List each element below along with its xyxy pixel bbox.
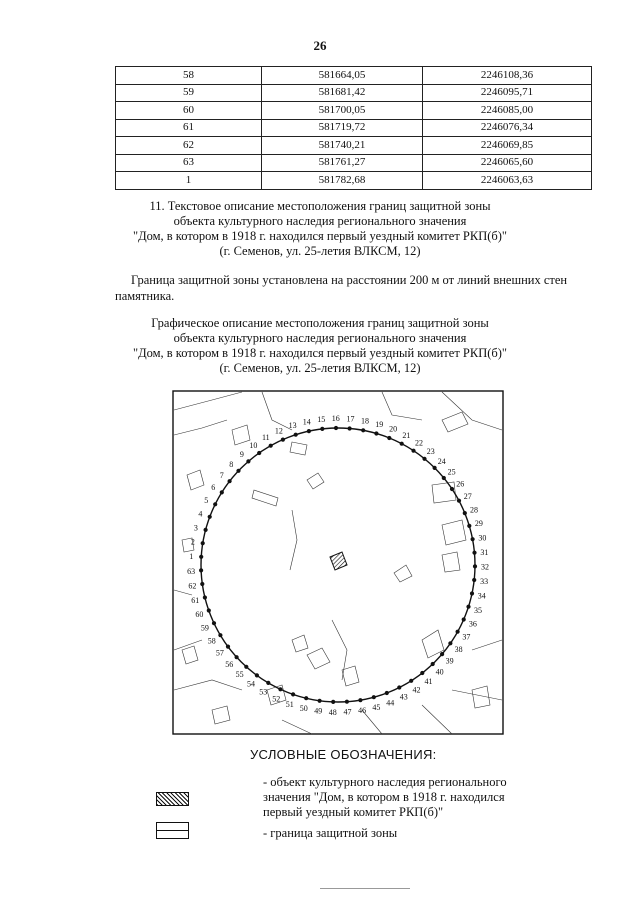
boundary-point	[266, 681, 270, 685]
table-cell: 581740,21	[262, 137, 423, 155]
boundary-point	[473, 564, 477, 568]
boundary-point	[472, 551, 476, 555]
boundary-point-label: 7	[219, 471, 224, 481]
boundary-point	[207, 608, 211, 612]
legend-text-line: первый уездный комитет РКП(б)"	[263, 805, 444, 819]
boundary-point-label: 55	[235, 670, 244, 680]
graphic-heading-line: объекта культурного наследия регионального значения	[173, 331, 467, 345]
boundary-point	[361, 428, 365, 432]
boundary-point	[374, 431, 378, 435]
table-cell: 60	[116, 102, 262, 120]
boundary-point	[318, 699, 322, 703]
boundary-point-label: 10	[249, 440, 258, 450]
boundary-point	[450, 487, 454, 491]
boundary-point	[269, 444, 273, 448]
boundary-point	[291, 692, 295, 696]
boundary-point	[472, 578, 476, 582]
table-cell: 581719,72	[262, 119, 423, 137]
boundary-point	[220, 490, 224, 494]
section-heading-line: объекта культурного наследия регионального значения	[173, 214, 467, 228]
boundary-point	[201, 541, 205, 545]
boundary-point-label: 2	[190, 537, 195, 547]
page-number: 26	[313, 38, 327, 53]
boundary-point	[431, 662, 435, 666]
boundary-point	[281, 438, 285, 442]
boundary-point-label: 11	[261, 433, 270, 442]
graphic-heading-line: "Дом, в котором в 1918 г. находился первый уездный комитет РКП(б)"	[132, 346, 508, 360]
boundary-point-label: 36	[468, 619, 477, 629]
table-row	[116, 172, 592, 190]
boundary-point-label: 24	[437, 456, 446, 466]
boundary-point-label: 48	[328, 707, 337, 717]
boundary-point-label: 52	[272, 694, 281, 704]
table-cell: 2246095,71	[423, 84, 592, 102]
graphic-heading-line: (г. Семенов, ул. 25-летия ВЛКСМ, 12)	[219, 361, 421, 375]
boundary-point-label: 58	[207, 636, 216, 646]
boundary-point-label: 37	[462, 632, 471, 642]
boundary-point	[358, 698, 362, 702]
boundary-point	[470, 591, 474, 595]
table-cell: 581782,68	[262, 172, 423, 190]
table-row	[116, 154, 592, 172]
table-cell: 61	[116, 119, 262, 137]
boundary-point	[387, 436, 391, 440]
boundary-point	[236, 469, 240, 473]
boundary-point	[467, 524, 471, 528]
boundary-point-label: 20	[389, 424, 398, 434]
table-cell: 2246108,36	[423, 67, 592, 85]
boundary-point-label: 42	[412, 685, 421, 695]
table-row	[116, 67, 592, 85]
boundary-point	[420, 671, 424, 675]
graphic-heading	[0, 316, 640, 376]
boundary-point-label: 46	[358, 706, 367, 715]
boundary-point-label: 21	[402, 430, 411, 440]
section-heading-line: "Дом, в котором в 1918 г. находился первый уездный комитет РКП(б)"	[132, 229, 508, 243]
boundary-point	[422, 457, 426, 461]
table-row	[116, 137, 592, 155]
boundary-point	[199, 568, 203, 572]
boundary-point	[246, 459, 250, 463]
table-row	[116, 84, 592, 102]
boundary-point-label: 26	[456, 479, 465, 489]
boundary-point	[213, 502, 217, 506]
boundary-point	[204, 528, 208, 532]
boundary-point	[348, 426, 352, 430]
table-cell: 2246063,63	[423, 172, 592, 190]
boundary-point-label: 18	[361, 416, 369, 426]
legend-boundary-symbol	[156, 822, 189, 839]
coordinates-table	[115, 66, 592, 190]
table-cell: 581664,05	[262, 67, 423, 85]
boundary-point-label: 38	[454, 645, 463, 654]
table-cell: 63	[116, 154, 262, 172]
legend-text-line: - объект культурного наследия регионального	[263, 775, 507, 789]
boundary-point-label: 31	[480, 547, 489, 557]
boundary-point-label: 33	[480, 577, 489, 587]
table-cell: 581700,05	[262, 102, 423, 120]
boundary-point-label: 47	[343, 707, 352, 717]
boundary-point-label: 63	[187, 566, 196, 576]
boundary-point-label: 56	[225, 659, 234, 669]
boundary-point-label: 41	[424, 676, 433, 686]
boundary-point-label: 61	[191, 595, 200, 605]
boundary-point	[199, 555, 203, 559]
boundary-point-label: 62	[188, 581, 197, 591]
boundary-paragraph: Граница защитной зоны установлена на расстоянии 200 м от линий внешних стен памятника.	[115, 273, 568, 303]
boundary-point-label: 17	[346, 414, 355, 424]
boundary-point-label: 1	[189, 552, 194, 562]
boundary-point-label: 15	[317, 415, 326, 424]
boundary-point	[463, 511, 467, 515]
table-cell: 2246065,60	[423, 154, 592, 172]
boundary-point	[400, 442, 404, 446]
boundary-point	[440, 652, 444, 656]
boundary-point	[345, 700, 349, 704]
table-cell: 581681,42	[262, 84, 423, 102]
boundary-point	[331, 700, 335, 704]
table-cell: 581761,27	[262, 154, 423, 172]
table-cell: 1	[116, 172, 262, 190]
boundary-point	[235, 655, 239, 659]
table-cell: 2246069,85	[423, 137, 592, 155]
legend-hatch-symbol	[156, 792, 189, 806]
boundary-point	[304, 696, 308, 700]
boundary-point-label: 23	[426, 447, 435, 456]
boundary-point	[456, 630, 460, 634]
legend-item-monument	[263, 775, 553, 820]
boundary-point	[307, 429, 311, 433]
legend-text-line: значения "Дом, в котором в 1918 г. находился	[263, 790, 505, 804]
boundary-point	[462, 617, 466, 621]
boundary-point	[244, 665, 248, 669]
boundary-point	[203, 595, 207, 599]
boundary-point	[228, 479, 232, 483]
boundary-point	[466, 605, 470, 609]
boundary-point-label: 60	[195, 609, 204, 619]
boundary-point	[411, 449, 415, 453]
boundary-point	[208, 515, 212, 519]
boundary-point	[218, 633, 222, 637]
boundary-point-label: 45	[372, 702, 381, 712]
footer-rule	[320, 888, 410, 889]
boundary-point	[448, 641, 452, 645]
boundary-point-label: 44	[386, 698, 395, 708]
boundary-point-label: 34	[477, 591, 486, 601]
boundary-point	[471, 537, 475, 541]
protection-zone-map	[172, 390, 504, 735]
boundary-point-label: 9	[239, 449, 244, 459]
boundary-point	[212, 621, 216, 625]
boundary-point-label: 50	[299, 704, 308, 713]
boundary-point	[200, 582, 204, 586]
table-cell: 58	[116, 67, 262, 85]
boundary-point	[442, 476, 446, 480]
section-heading-line: (г. Семенов, ул. 25-летия ВЛКСМ, 12)	[219, 244, 421, 258]
boundary-point	[397, 685, 401, 689]
boundary-point-label: 40	[435, 667, 444, 677]
boundary-point-label: 4	[198, 509, 203, 519]
boundary-point-label: 5	[204, 495, 209, 505]
boundary-point	[278, 687, 282, 691]
boundary-point-label: 59	[200, 623, 209, 633]
section-heading	[0, 199, 640, 259]
boundary-point	[409, 679, 413, 683]
boundary-point	[457, 499, 461, 503]
boundary-point	[294, 433, 298, 437]
table-cell: 2246076,34	[423, 119, 592, 137]
section-heading-line: 11. Текстовое описание местоположения границ защитной зоны	[149, 199, 491, 213]
boundary-point-label: 8	[229, 459, 234, 469]
boundary-point-label: 3	[193, 523, 198, 533]
boundary-point-label: 16	[331, 414, 340, 423]
table-cell: 62	[116, 137, 262, 155]
boundary-point	[334, 426, 338, 430]
boundary-point	[372, 695, 376, 699]
boundary-point-label: 30	[478, 533, 487, 543]
table-row	[116, 102, 592, 120]
boundary-point-label: 32	[481, 562, 489, 572]
table-cell: 2246085,00	[423, 102, 592, 120]
legend-item-boundary: - граница защитной зоны	[263, 826, 398, 840]
legend-title: УСЛОВНЫЕ ОБОЗНАЧЕНИЯ:	[250, 747, 437, 762]
boundary-point-label: 39	[445, 656, 454, 666]
boundary-point-label: 53	[259, 687, 268, 697]
boundary-point-label: 57	[215, 648, 224, 658]
table-cell: 59	[116, 84, 262, 102]
boundary-point-label: 51	[285, 699, 294, 709]
boundary-point	[433, 466, 437, 470]
boundary-point-label: 12	[274, 426, 283, 436]
boundary-point-label: 54	[247, 679, 255, 689]
boundary-point-label: 19	[375, 419, 384, 429]
boundary-point-label: 13	[288, 421, 297, 431]
boundary-point-label: 29	[474, 519, 483, 529]
boundary-point-label: 28	[470, 505, 478, 515]
boundary-point-label: 49	[314, 706, 323, 716]
boundary-point-label: 6	[211, 483, 216, 493]
boundary-point-label: 25	[447, 467, 456, 477]
boundary-point	[320, 427, 324, 431]
boundary-point-label: 35	[474, 605, 482, 615]
boundary-point-label: 43	[399, 692, 408, 702]
graphic-heading-line: Графическое описание местоположения границ защитной зоны	[151, 316, 489, 330]
boundary-point	[255, 673, 259, 677]
boundary-point-label: 27	[463, 492, 472, 501]
boundary-point	[257, 451, 261, 455]
boundary-point	[226, 645, 230, 649]
boundary-point	[385, 691, 389, 695]
boundary-point-label: 14	[302, 417, 311, 427]
boundary-point-label: 22	[415, 438, 423, 448]
table-row	[116, 119, 592, 137]
